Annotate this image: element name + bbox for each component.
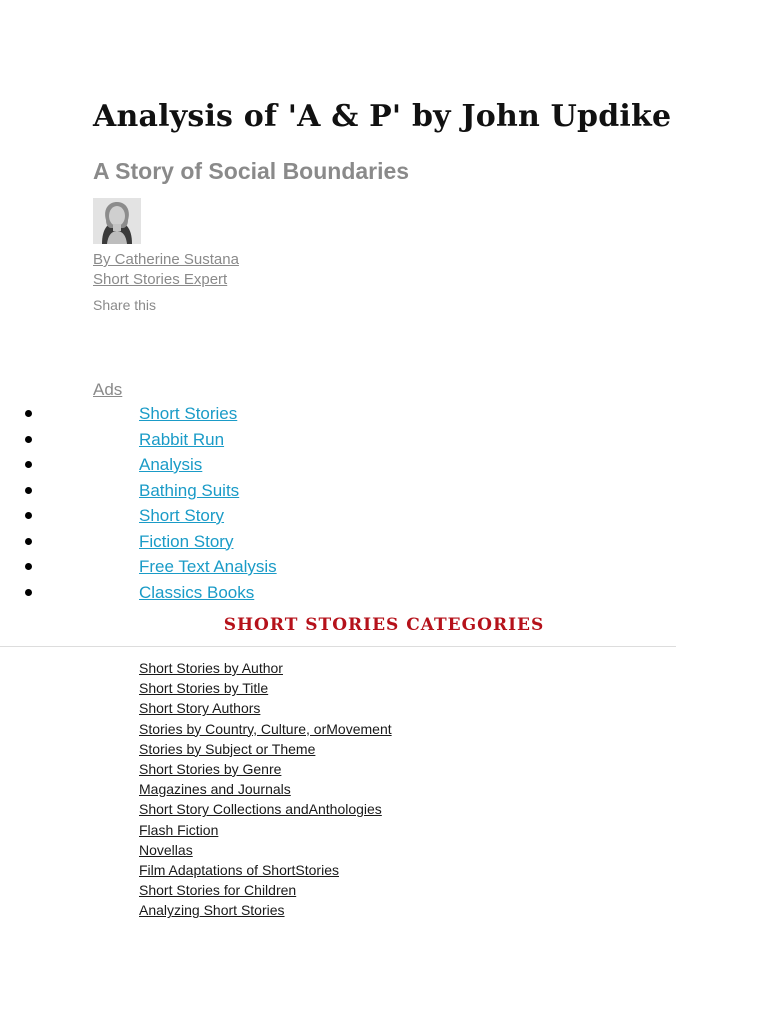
category-link[interactable]: Analyzing Short Stories — [139, 902, 285, 919]
ad-link[interactable]: Free Text Analysis — [139, 557, 277, 576]
bullet-icon — [25, 589, 32, 596]
category-link[interactable]: Short Stories by Author — [139, 660, 283, 676]
share-button[interactable]: Share this — [93, 297, 157, 313]
bullet-icon — [25, 436, 32, 443]
ad-link[interactable]: Analysis — [139, 455, 203, 474]
category-link[interactable]: Film Adaptations of ShortStories — [139, 861, 339, 878]
ads-label-link[interactable]: Ads — [93, 380, 123, 399]
ad-link[interactable]: Bathing Suits — [139, 480, 240, 500]
category-item — [139, 840, 392, 860]
author-photo — [93, 198, 141, 244]
bullet-icon — [25, 487, 32, 494]
bullet-icon — [25, 512, 32, 519]
category-item — [139, 658, 392, 678]
category-link[interactable]: Stories by Subject or Theme — [139, 740, 316, 757]
ad-link[interactable]: Classics Books — [139, 582, 255, 602]
article-subtitle: A Story of Social Boundaries — [93, 158, 410, 184]
category-link[interactable]: Stories by Country, Culture, orMovement — [139, 720, 392, 737]
category-item — [139, 739, 392, 759]
category-item — [139, 860, 392, 880]
bullet-icon — [25, 563, 32, 570]
category-link[interactable]: Novellas — [139, 841, 193, 858]
ad-link[interactable]: Fiction Story — [139, 531, 234, 551]
category-item — [139, 698, 392, 718]
category-item — [139, 719, 392, 739]
category-links-list — [139, 658, 392, 920]
category-item — [139, 759, 392, 779]
category-item — [139, 880, 392, 900]
author-byline-link[interactable]: By Catherine Sustana — [93, 251, 239, 268]
category-link[interactable]: Magazines and Journals — [139, 781, 291, 798]
ad-link[interactable]: Short Story — [139, 506, 225, 525]
category-link[interactable]: Flash Fiction — [139, 821, 219, 838]
categories-heading: SHORT STORIES CATEGORIES — [223, 615, 545, 635]
ad-link[interactable]: Rabbit Run — [139, 429, 225, 449]
author-role-link[interactable]: Short Stories Expert — [93, 271, 228, 288]
bullet-icon — [25, 461, 32, 468]
bullet-icon — [25, 410, 32, 417]
category-item — [139, 799, 392, 819]
category-item — [139, 820, 392, 840]
category-link[interactable]: Short Story Collections andAnthologies — [139, 801, 382, 818]
category-item — [139, 779, 392, 799]
category-item — [139, 900, 392, 920]
ad-link[interactable]: Short Stories — [139, 404, 238, 423]
category-link[interactable]: Short Stories by Title — [139, 680, 269, 697]
bullet-icon — [25, 538, 32, 545]
category-link[interactable]: Short Stories for Children — [139, 882, 297, 899]
divider — [0, 646, 676, 647]
article-title: Analysis of 'A & P' by John Updike — [93, 99, 672, 134]
category-link[interactable]: Short Stories by Genre — [139, 760, 282, 777]
category-item — [139, 678, 392, 698]
category-link[interactable]: Short Story Authors — [139, 700, 261, 717]
author-avatar[interactable] — [93, 198, 141, 244]
